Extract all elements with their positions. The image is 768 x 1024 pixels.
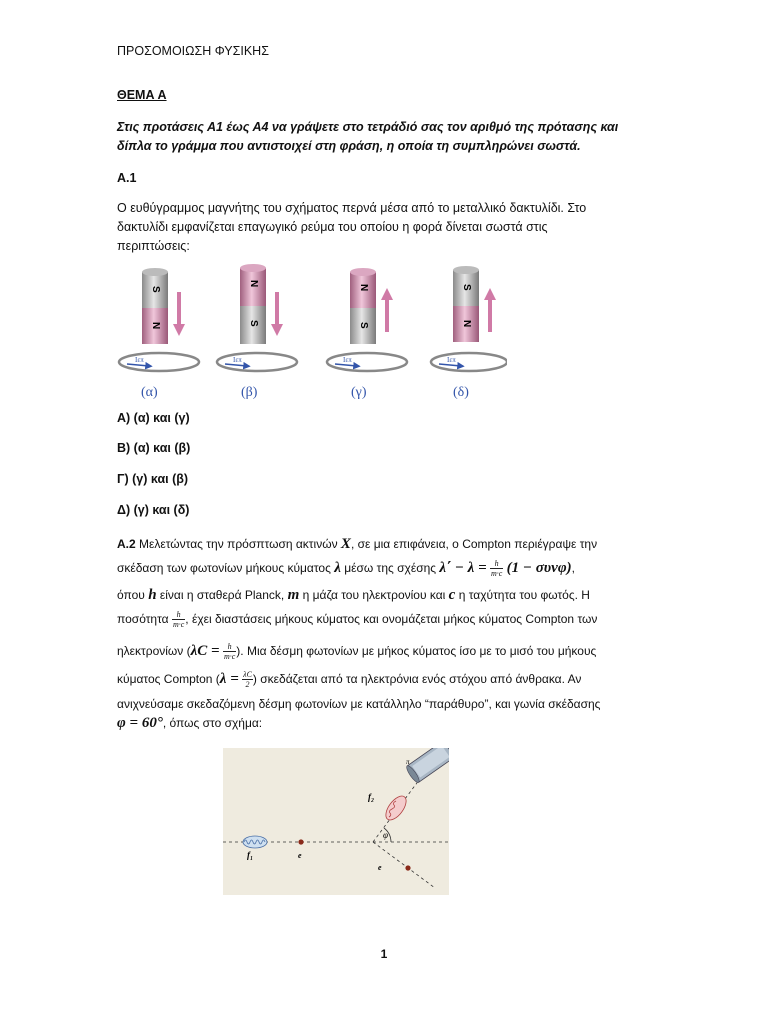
a2-line-5 [117,642,596,661]
a2-line-3 [117,586,590,605]
compton-formula-rhs: (1 − συνφ) [506,560,572,576]
a2-text: Μελετώντας την πρόσπτωση ακτινών [139,537,338,551]
a2-text: όπου [117,588,145,602]
option-c: Γ) (γ) και (β) [117,472,189,486]
option-d: Δ) (γ) και (δ) [117,503,190,517]
motion-arrow-down [271,292,283,336]
a2-text: ηλεκτρονίων ( [117,644,191,658]
recoil-electron [405,865,410,870]
case-caption: (α) [141,385,158,400]
motion-arrow-up [484,288,496,332]
magnet-ring-figure [117,262,507,404]
metal-ring [119,353,199,371]
question-a1-text-1: Ο ευθύγραμμος μαγνήτης του σχήματος περνά μέσα από το μεταλλικό δακτυλίδι. Στο [117,201,587,215]
f2-label: f₂ [368,792,375,802]
pole-label: S [358,322,369,329]
lambda-c-over-2-fraction: $\frac{\lambda C}{2}$ [243,670,252,690]
ring-current-label: Iεπ [135,356,144,364]
magnet-case-gamma [327,268,407,400]
compton-scattering-figure [223,748,449,895]
question-a2-label: Α.2 [117,537,136,551]
ring-current-label: Iεπ [343,356,352,364]
c-symbol: c [448,587,456,603]
pole-label: S [150,286,161,293]
pole-label: S [248,320,259,327]
h-over-mc-fraction: $\frac{h}{m\cdot c}$ [172,610,185,630]
magnet-case-alpha [119,268,199,400]
a2-text: ). Μια δέσμη φωτονίων με μήκος κύματος ίσο με το μισό του μήκους [236,644,597,658]
a2-text: , σε μια επιφάνεια, ο Compton περιέγραψε την [350,537,598,551]
magnet-case-delta [431,266,507,400]
option-b: Β) (α) και (β) [117,441,191,455]
instructions-line-2: δίπλα το γράμμα που αντιστοιχεί στη φράση, η οποία τη συμπληρώνει σωστά. [117,139,581,153]
option-a: Α) (α) και (γ) [117,411,190,425]
a2-line-8 [117,714,262,733]
electron [298,839,303,844]
question-a1-text-3: περιπτώσεις: [117,239,190,253]
a2-line-2 [117,559,575,578]
instructions-line-1: Στις προτάσεις Α1 έως Α4 να γράψετε στο τετράδιό σας τον αριθμό της πρότασης και [117,120,619,134]
phi-label: φ [383,830,388,840]
theme-title: ΘΕΜΑ Α [117,88,167,102]
a2-text: είναι η σταθερά Planck, [159,588,285,602]
metal-ring [217,353,297,371]
recoil-electron-label: e [378,863,382,872]
a2-text: , όπως στο σχήμα: [162,716,263,730]
scattering-angle: φ = 60° [117,715,163,731]
h-symbol: h [148,587,157,603]
motion-arrow-up [381,288,393,332]
question-a1-label: Α.1 [117,171,137,185]
compton-wavelength-symbol: λC = [190,643,220,659]
pole-label: N [248,280,259,288]
ring-current-label: Iεπ [447,356,456,364]
a2-text: , [571,561,575,575]
ring-current-label: Iεπ [233,356,242,364]
pole-label: N [150,322,161,330]
a2-text: ποσότητα [117,612,169,626]
metal-ring [431,353,507,371]
motion-arrow-down [173,292,185,336]
case-caption: (γ) [351,385,367,400]
a2-text: ) σκεδάζεται από τα ηλεκτρόνια ενός στόχου από άνθρακα. Αν [252,672,582,686]
a2-line-6 [117,670,581,689]
question-a1-text-2: δακτυλίδι εμφανίζεται επαγωγικό ρεύμα του οποίου η φορά δίνεται σωστά στις [117,220,548,234]
pole-label: N [461,320,472,328]
pole-label: S [461,284,472,291]
window-label: π [406,758,410,766]
case-caption: (δ) [453,385,469,400]
a2-line-4 [117,610,597,629]
a2-line-7: ανιχνεύσαμε σκεδαζόμενη δέσμη φωτονίων με κατάλληλο “παράθυρο”, και γωνία σκέδασης [117,697,601,711]
m-symbol: m [287,587,300,603]
page-number: 1 [380,947,388,961]
a2-text: , έχει διαστάσεις μήκους κύματος και ονομάζεται μήκος κύματος Compton των [185,612,598,626]
a2-text: η μάζα του ηλεκτρονίου και [302,588,446,602]
a2-text: κύματος Compton ( [117,672,220,686]
a2-text: η ταχύτητα του φωτός. Η [458,588,590,602]
x-symbol: X [340,536,351,552]
a2-line-1 [117,535,597,554]
document-header: ΠΡΟΣΟΜΟΙΩΣΗ ΦΥΣΙΚΗΣ [117,44,269,58]
case-caption: (β) [241,385,258,400]
h-over-mc-fraction: $\frac{h}{m\cdot c}$ [490,559,503,579]
a2-text: μέσω της σχέσης [344,561,437,575]
electron-label: e [298,851,302,860]
a2-text: σκέδαση των φωτονίων μήκους κύματος [117,561,331,575]
lambda-equation: λ = [219,671,239,687]
compton-formula-lhs: λ΄ − λ = [439,560,487,576]
metal-ring [327,353,407,371]
pole-label: N [358,284,369,292]
lambda-symbol: λ [334,560,341,576]
f1-label: f₁ [247,850,254,860]
magnet-case-beta [217,264,297,400]
h-over-mc-fraction: $\frac{h}{m\cdot c}$ [223,642,236,662]
